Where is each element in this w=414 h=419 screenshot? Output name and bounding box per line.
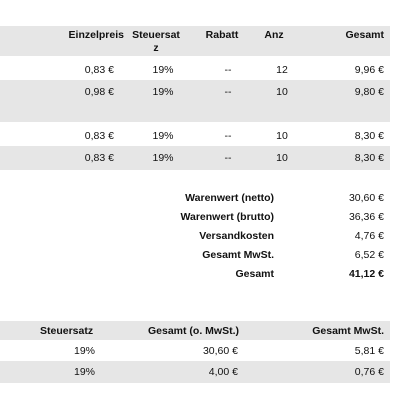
header-total: Gesamt [345,29,384,41]
row-quantity: 10 [276,152,288,164]
row-tax-rate: 19% [152,64,174,76]
summary-value-shipping: 4,76 € [354,230,384,242]
tax-header-rate: Steuersatz [40,325,94,337]
row-unit-price: 0,83 € [84,152,114,164]
tax-header-net: Gesamt (o. MwSt.) [148,325,240,337]
row-total: 9,80 € [354,86,384,98]
header-tax-rate-line2: z [153,42,159,54]
summary-label-total: Gesamt [235,268,274,280]
tax-row-rate: 19% [74,366,96,378]
row-discount: -- [224,64,232,76]
summary-label-net: Warenwert (netto) [185,192,274,204]
tax-row-net: 30,60 € [202,345,238,357]
summary-label-gross: Warenwert (brutto) [180,211,274,223]
row-tax-rate: 19% [152,86,174,98]
tax-row-vat: 5,81 € [354,345,384,357]
row-quantity: 10 [276,130,288,142]
summary-value-vat: 6,52 € [354,249,384,261]
summary-label-shipping: Versandkosten [199,230,274,242]
header-quantity: Anz [264,29,284,41]
summary-value-net: 30,60 € [348,192,384,204]
row-discount: -- [224,152,232,164]
tax-row-vat: 0,76 € [354,366,384,378]
header-unit-price: Einzelpreis [68,29,124,41]
row-discount: -- [224,86,232,98]
row-quantity: 12 [276,64,288,76]
summary-label-vat: Gesamt MwSt. [202,249,274,261]
tax-header-vat: Gesamt MwSt. [312,325,384,337]
row-total: 8,30 € [354,130,384,142]
row-unit-price: 0,83 € [84,64,114,76]
row-unit-price: 0,83 € [84,130,114,142]
row-discount: -- [224,130,232,142]
header-tax-rate-line1: Steuersat [132,29,180,41]
row-total: 9,96 € [354,64,384,76]
row-quantity: 10 [276,86,288,98]
row-unit-price: 0,98 € [84,86,114,98]
tax-row-net: 4,00 € [208,366,238,378]
header-discount: Rabatt [205,29,239,41]
summary-value-gross: 36,36 € [348,211,384,223]
row-tax-rate: 19% [152,152,174,164]
tax-row-rate: 19% [74,345,96,357]
row-total: 8,30 € [354,152,384,164]
summary-value-total: 41,12 € [348,268,384,280]
row-tax-rate: 19% [152,130,174,142]
